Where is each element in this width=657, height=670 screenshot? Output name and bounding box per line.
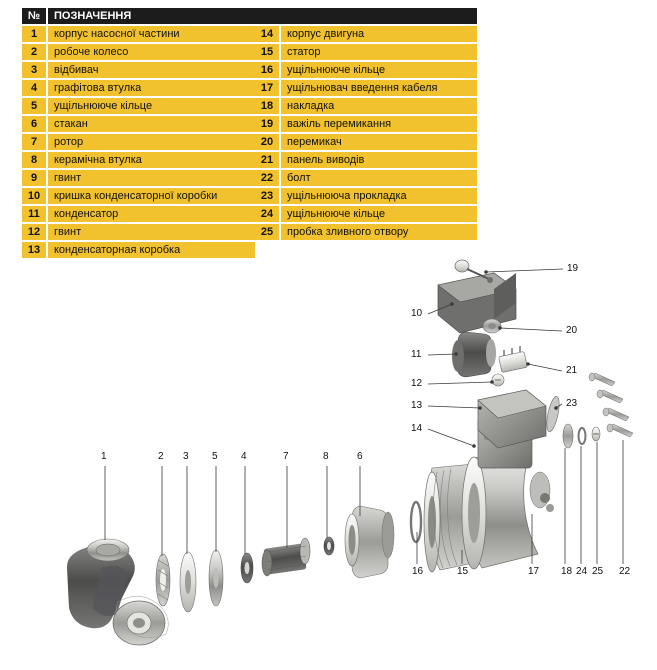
legend-item-number: 22 (255, 170, 279, 186)
callout-19: 19 (567, 263, 579, 274)
legend-item-number: 8 (22, 152, 46, 168)
legend-item-label: робоче колесо (48, 44, 255, 60)
callout-18: 18 (561, 566, 573, 577)
legend-item-25 (255, 224, 477, 240)
legend-item-label: пробка зливного отвору (281, 224, 477, 240)
legend-item-label: гвинт (48, 170, 255, 186)
legend-item-7 (22, 134, 255, 150)
legend-item-19 (255, 116, 477, 132)
part-capacitor-box (478, 390, 546, 448)
legend-item-18 (255, 98, 477, 114)
legend-item-number: 14 (255, 26, 279, 42)
legend-item-14 (255, 26, 477, 42)
part-graphite-bush (241, 553, 253, 583)
part-screw-12 (492, 374, 504, 386)
legend-item-label: ротор (48, 134, 255, 150)
legend-item-11 (22, 206, 255, 222)
part-cover-plate (563, 424, 573, 448)
legend-item-label: болт (281, 170, 477, 186)
legend-item-21 (255, 152, 477, 168)
callout-1: 1 (101, 451, 107, 462)
callout-15: 15 (457, 566, 469, 577)
part-pump-housing (67, 539, 168, 645)
callout-8: 8 (323, 451, 329, 462)
exploded-assembly-diagram (0, 250, 657, 670)
legend-item-number: 25 (255, 224, 279, 240)
legend-item-number: 1 (22, 26, 46, 42)
part-impeller (156, 554, 170, 606)
legend-item-number: 3 (22, 62, 46, 78)
legend-item-number: 2 (22, 44, 46, 60)
legend-item-label: стакан (48, 116, 255, 132)
callout-17: 17 (528, 566, 540, 577)
legend-item-1 (22, 26, 255, 42)
part-seal-ring-24 (579, 428, 586, 444)
callout-22: 22 (619, 566, 631, 577)
legend-item-23 (255, 188, 477, 204)
callout-4: 4 (241, 451, 247, 462)
legend-column-left (22, 26, 255, 260)
callout-16: 16 (412, 566, 424, 577)
legend-item-label: панель виводів (281, 152, 477, 168)
callout-13: 13 (411, 400, 423, 411)
legend-item-number: 24 (255, 206, 279, 222)
legend-item-6 (22, 116, 255, 132)
legend-item-5 (22, 98, 255, 114)
callout-24: 24 (576, 566, 588, 577)
legend-item-label: статор (281, 44, 477, 60)
legend-item-17 (255, 80, 477, 96)
legend-item-2 (22, 44, 255, 60)
legend-item-22 (255, 170, 477, 186)
legend-header-row (22, 8, 477, 24)
part-switch (483, 319, 501, 333)
legend-item-label: корпус двигуна (281, 26, 477, 42)
legend-item-number: 20 (255, 134, 279, 150)
callout-25: 25 (592, 566, 604, 577)
callout-23: 23 (566, 398, 578, 409)
callout-10: 10 (411, 308, 423, 319)
legend-item-label: корпус насосної частини (48, 26, 255, 42)
callout-7: 7 (283, 451, 289, 462)
callout-11: 11 (411, 349, 422, 360)
legend-item-number: 17 (255, 80, 279, 96)
legend-item-label: графітова втулка (48, 80, 255, 96)
legend-item-label: ущільнююча прокладка (281, 188, 477, 204)
legend-item-label: кришка конденсаторної коробки (48, 188, 255, 204)
legend-item-15 (255, 44, 477, 60)
legend-header-number: № (22, 8, 46, 24)
legend-item-number: 9 (22, 170, 46, 186)
legend-item-4 (22, 80, 255, 96)
legend-item-label: відбивач (48, 62, 255, 78)
legend-item-10 (22, 188, 255, 204)
legend-item-number: 7 (22, 134, 46, 150)
legend-item-label: керамічна втулка (48, 152, 255, 168)
legend-column-right (255, 26, 477, 260)
legend-item-label: накладка (281, 98, 477, 114)
legend-item-number: 21 (255, 152, 279, 168)
legend-item-number: 11 (22, 206, 46, 222)
legend-item-16 (255, 62, 477, 78)
legend-item-20 (255, 134, 477, 150)
legend-item-label: перемикач (281, 134, 477, 150)
legend-item-number: 4 (22, 80, 46, 96)
legend-item-label: ущільнююче кільце (48, 98, 255, 114)
callout-12: 12 (411, 378, 423, 389)
part-ceramic-bush (324, 537, 334, 555)
legend-columns (22, 26, 477, 260)
callout-3: 3 (183, 451, 189, 462)
callout-6: 6 (357, 451, 363, 462)
legend-item-label: конденсаторная коробка (48, 242, 255, 258)
part-capacitor (452, 332, 496, 377)
part-cup (345, 506, 394, 578)
callout-2: 2 (158, 451, 164, 462)
legend-item-number: 16 (255, 62, 279, 78)
part-seal-ring-16 (411, 502, 421, 542)
callout-5: 5 (212, 451, 218, 462)
legend-item-24 (255, 206, 477, 222)
legend-item-label: ущільнююче кільце (281, 206, 477, 222)
legend-item-label: гвинт (48, 224, 255, 240)
legend-item-label: важіль перемикання (281, 116, 477, 132)
part-drain-plug (592, 427, 600, 441)
legend-item-number: 5 (22, 98, 46, 114)
legend-item-label: ущільнююче кільце (281, 62, 477, 78)
legend-header-name: ПОЗНАЧЕННЯ (48, 8, 477, 24)
legend-item-number: 13 (22, 242, 46, 258)
legend-item-8 (22, 152, 255, 168)
legend-item-number: 10 (22, 188, 46, 204)
legend-item-3 (22, 62, 255, 78)
callout-21: 21 (566, 365, 578, 376)
legend-item-number: 18 (255, 98, 279, 114)
legend-table (22, 8, 477, 260)
legend-item-number: 23 (255, 188, 279, 204)
part-seal-ring-5 (209, 550, 223, 606)
part-gasket (544, 395, 561, 432)
legend-item-label: ущільнювач введення кабеля (281, 80, 477, 96)
legend-item-12 (22, 224, 255, 240)
legend-item-number: 12 (22, 224, 46, 240)
legend-item-label: конденсатор (48, 206, 255, 222)
part-capacitor-box-cover (438, 273, 516, 333)
part-deflector (180, 552, 196, 612)
legend-item-9 (22, 170, 255, 186)
legend-item-number: 19 (255, 116, 279, 132)
part-terminal-panel (499, 346, 528, 373)
part-rotor (262, 538, 310, 576)
legend-item-number: 6 (22, 116, 46, 132)
legend-item-number: 15 (255, 44, 279, 60)
callout-20: 20 (566, 325, 578, 336)
callout-14: 14 (411, 423, 423, 434)
